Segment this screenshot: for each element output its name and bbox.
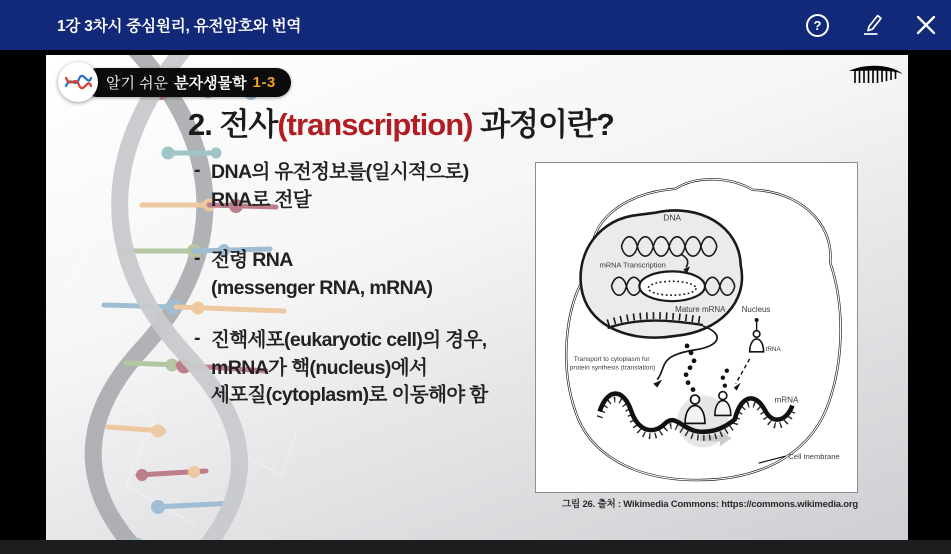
badge-number: 1-3: [252, 73, 276, 91]
figure-label-trna: tRNA: [765, 345, 781, 353]
viewer-stage: [0, 50, 951, 554]
figure-label-dna: DNA: [663, 212, 682, 223]
bullet-item: [194, 159, 469, 214]
figure-label-nucleus: Nucleus: [741, 305, 771, 315]
bullet-item: [194, 247, 432, 302]
bullet-line: (messenger RNA, mRNA): [211, 276, 433, 299]
titlebar-actions: [806, 12, 937, 38]
slide-title-prefix: 2. 전사: [188, 107, 278, 142]
badge-bold-text: 분자생물학: [174, 74, 247, 92]
titlebar: [0, 0, 951, 50]
figure-label-mature-mrna: Mature mRNA: [675, 305, 726, 315]
window-title: 1강 3차시 중심원리, 유전암호와 번역: [57, 18, 302, 35]
bullet-line: 진핵세포(eukaryotic cell)의 경우,: [211, 329, 487, 351]
bullet-line: RNA로 전달: [211, 188, 311, 211]
bullet-marker: -: [194, 247, 200, 269]
slide-title-red: (transcription): [277, 107, 473, 142]
edit-pencil-icon: [859, 12, 885, 38]
bullet-marker: -: [194, 159, 200, 181]
help-icon: ?: [806, 14, 829, 37]
bullet-marker: -: [194, 327, 200, 349]
slide-title: [188, 99, 614, 144]
badge-light-text: 알기 쉬운: [106, 74, 169, 92]
course-badge: [58, 62, 291, 102]
figure-label-transport-2: protein synthesis (translation): [569, 364, 656, 372]
bullet-line: mRNA가 핵(nucleus)에서: [211, 356, 428, 379]
dna-logo-icon: [58, 62, 98, 102]
course-badge-label: [83, 68, 291, 97]
barcode-logo-icon: [847, 61, 905, 89]
slide: [46, 55, 908, 540]
bullet-item: [194, 327, 488, 410]
bottom-strip: [0, 540, 951, 554]
figure-caption: 그림 26. 출처 : Wikimedia Commons: https://commons.wikimedia.org: [562, 499, 858, 510]
bullet-line: 세포질(cytoplasm)로 이동해야 함: [211, 384, 488, 406]
annotate-button[interactable]: [859, 12, 885, 38]
close-button[interactable]: [915, 14, 937, 36]
help-button[interactable]: [806, 14, 829, 37]
slide-title-suffix: 과정이란?: [472, 107, 614, 142]
figure-label-transport-1: Transport to cytoplasm for: [573, 355, 650, 363]
figure-label-mrna: mRNA: [774, 395, 799, 405]
bullet-line: 전령 RNA: [211, 249, 293, 271]
figure-label-cell-membrane: Cell membrane: [788, 452, 840, 462]
close-icon: [915, 14, 937, 36]
cell-diagram: [536, 163, 857, 492]
cell-diagram-figure: [535, 162, 858, 493]
figure-label-transcription: mRNA Transcription: [599, 260, 666, 270]
bullet-line: DNA의 유전정보를(일시적으로): [211, 161, 469, 183]
